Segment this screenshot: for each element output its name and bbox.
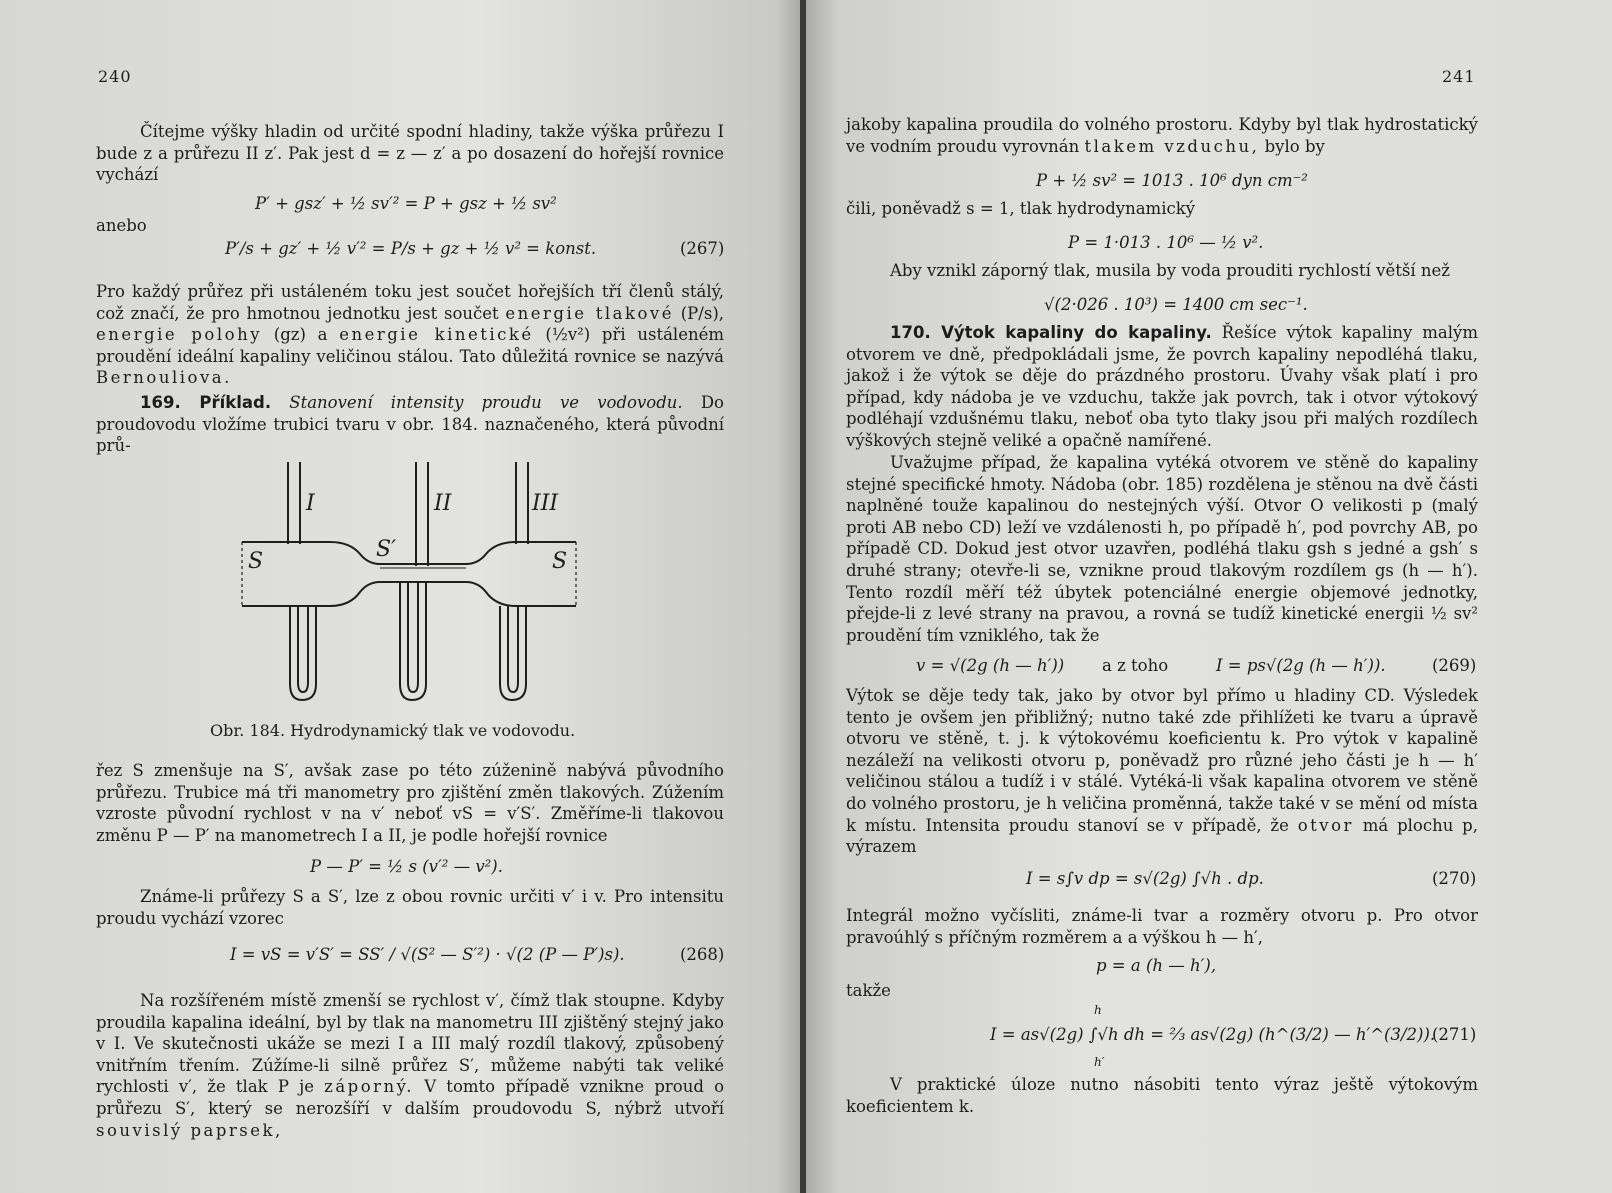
fig-label-S-left: S: [248, 549, 264, 574]
manometer-III-upper: [516, 462, 528, 544]
r-para1-b: bylo by: [1264, 136, 1325, 156]
section-169-text: Do proudovodu vložíme trubici tvaru v obr. 184. naznačeného, která původní prů-: [96, 393, 724, 456]
para2-energy-pressure: energie tlakové: [505, 303, 675, 323]
left-equation-267: P′/s + gz′ + ½ v′² = P/s + gz + ½ v² = konst.: [225, 239, 597, 258]
right-equation-270: I = s∫v dp = s√(2g) ∫√h . dp.: [1026, 869, 1264, 888]
left-page: [0, 0, 800, 1193]
integral-upper-limit: h: [1094, 1003, 1102, 1017]
right-equation-269-I: I = ps√(2g (h — h′)).: [1216, 656, 1386, 675]
equation-number-270: (270): [1432, 869, 1477, 888]
para2-a: Pro každý průřez při ustáleném toku jest součet hořejších tří členů stálý, což značí, že pro hmotnou jednotku jest součet: [96, 282, 724, 323]
r-para1-a: jakoby kapalina proudila do volného prostoru. Kdyby byl tlak hydrostatický ve vodním proudu vyrovnán: [846, 115, 1478, 156]
para2-d: (½v²) při ustáleném proudění ideální kapaliny veličinou stálou. Tato důležitá rovnice se nazývá: [96, 325, 725, 366]
section-169-heading: 169. Příklad.: [140, 393, 272, 412]
right-paragraph-3: Aby vznikl záporný tlak, musila by voda prouditi rychlostí větší než: [890, 261, 1450, 280]
figure-184-manometer-tube: [230, 456, 590, 706]
right-takze: takže: [846, 981, 891, 1000]
left-equation-3: P — P′ = ½ s (v′² — v²).: [310, 857, 503, 876]
section-170-text: Řešíce výtok kapaliny malým otvorem ve dně, předpokládali jsme, že povrch kapaliny nepodléhá tlaku, jakož i že výtok se děje do prázdného prostoru. Úvahy však platí i pro případ, kdy nádoba je ve vzduchu, takže jak povrch, tak i otvor výtokový podléhají vzdušnému tlaku, neboť oba tyto tlaky jsou při malých rozdílech výškových stejně veliké a opačně namířené.: [846, 323, 1479, 450]
section-169-title: Stanovení intensity proudu ve vodovodu.: [289, 393, 683, 412]
right-equation-1: P + ½ sv² = 1013 . 10⁶ dyn cm⁻²: [1036, 171, 1308, 190]
pipe-top-wall: [242, 542, 576, 564]
right-paragraph-6: Integrál možno vyčísliti, známe-li tvar a rozměry otvoru p. Pro otvor pravoúhlý s příčným rozměrem a a výškou h — h′,: [846, 906, 1478, 947]
fig-label-S-prime: S′: [376, 537, 397, 562]
equation-number-269: (269): [1432, 656, 1477, 675]
right-paragraph-1: [846, 114, 1478, 157]
integral-lower-limit: h′: [1094, 1055, 1105, 1069]
right-paragraph-5: [846, 685, 1478, 858]
section-170-heading: 170. Výtok kapaliny do kapaliny.: [890, 323, 1212, 342]
page-number-right: 241: [1442, 67, 1476, 86]
equation-number-267: (267): [680, 239, 725, 258]
left-equation-1: P′ + gsz′ + ½ sv′² = P + gsz + ½ sv²: [255, 194, 557, 213]
right-equation-3: √(2·026 . 10³) = 1400 cm sec⁻¹.: [1044, 295, 1308, 314]
fig-label-II: II: [434, 491, 452, 516]
para2-b: (P/s),: [680, 303, 724, 323]
left-anebo: anebo: [96, 216, 147, 235]
right-equation-2: P = 1·013 . 10⁶ — ½ v².: [1068, 233, 1264, 252]
u-tube-I: [290, 606, 316, 700]
left-paragraph-5: [96, 990, 724, 1141]
r-para1-air-pressure: tlakem vzduchu,: [1084, 136, 1260, 156]
left-paragraph-4: Známe-li průřezy S a S′, lze z obou rovnic určiti v′ i v. Pro intensitu proudu vychází vzorec: [96, 887, 724, 928]
u-tube-III: [500, 606, 526, 700]
right-equation-6: p = a (h — h′),: [1096, 956, 1217, 975]
para5-negative: záporný.: [324, 1077, 415, 1097]
para5-b: V tomto případě vznikne proud o průřezu S′, který se nerozšíří v dalším proudovodu S, nýbrž utvoří: [96, 1077, 725, 1118]
para2-energy-kinetic: energie kinetické: [339, 325, 534, 345]
para5-jet: souvislý paprsek,: [96, 1120, 283, 1140]
page-number-left: 240: [98, 67, 132, 86]
section-169: [96, 392, 724, 457]
fig-label-III: III: [532, 491, 559, 516]
right-equation-269-v: v = √(2g (h — h′)): [916, 656, 1065, 675]
fig-label-I: I: [306, 491, 315, 516]
equation-number-268: (268): [680, 945, 725, 964]
r-para5-opening: otvor: [1297, 815, 1354, 835]
left-paragraph-1: Čítejme výšky hladin od určité spodní hladiny, takže výška průřezu I bude z a průřezu II z′. Pak jest d = z — z′ a po dosazení do hořejší rovnice vychází: [96, 122, 724, 185]
right-page: [806, 0, 1612, 1193]
manometer-I-upper: [288, 462, 300, 544]
r-para5-b: má plochu p, výrazem: [846, 815, 1478, 857]
r-para5-a: Výtok se děje tedy tak, jako by otvor byl přímo u hladiny CD. Výsledek tento je ovšem jen přibližný; nutno také zde přihlížeti ke tvaru a úpravě otvoru ve stěně, t. j. k výtokovému koeficientu k. Pro výtok v kapalině nezáleží na velikosti otvoru p, poněvadž pro různé jeho části je h — h′ veličinou stálou a tudíž i v stálé. Vytéká-li však kapalina otvorem ve stěně do volného prostoru, je h veličina proměnná, takže také v se mění od místa k místu. Intensita proudu stanoví se v případě, že: [846, 686, 1478, 835]
para5-a: Na rozšířeném místě zmenší se rychlost v′, čímž tlak stoupne. Kdyby proudila kapalina ideální, byl by tlak na manometru III zjištěný stejný jako v I. Ve skutečnosti ukáže se mezi I a III malý rozdíl tlakový, způsobený vnitřním třením. Zúžíme-li silně průřez S′, můžeme nabýti tak veliké rychlosti v′, že tlak P je: [96, 991, 724, 1097]
fig-label-S-right: S: [552, 549, 568, 574]
right-paragraph-2: čili, poněvadž s = 1, tlak hydrodynamický: [846, 199, 1196, 218]
right-paragraph-4: Uvažujme případ, že kapalina vytéká otvorem ve stěně do kapaliny stejné specifické hmoty. Nádoba (obr. 185) rozdělena je stěnou na dvě části naplněné touže kapalinou do nestejných výší. Otvor O velikosti p (malý proti AB nebo CD) leží ve vzdálenosti h, po případě h′, pod povrchy AB, po případě CD. Dokud jest otvor uzavřen, podléhá tlaku gsh s jedné a gsh′ s druhé strany; otevře-li se, vznikne proud tlakovým rozdílem gs (h — h′). Tento rozdíl měří též úbytek potenciálné energie objemové jednotky, přejde-li z levé strany na pravou, a rovná se tudíž kinetické energii ½ sv² proudění tím vzniklého, tak že: [846, 453, 1478, 645]
manometer-II-upper: [416, 462, 428, 566]
section-170: [846, 322, 1478, 452]
figure-184-caption: Obr. 184. Hydrodynamický tlak ve vodovodu.: [210, 721, 576, 740]
left-paragraph-3: řez S zmenšuje na S′, avšak zase po této zúženině nabývá původního průřezu. Trubice má tři manometry pro zjištění změn tlakových. Zúžením vzroste původní rychlost v na v′ neboť vS = v′S′. Změříme-li tlakovou změnu P — P′ na manometrech I a II, je podle hořejší rovnice: [96, 761, 724, 845]
right-equation-269-mid: a z toho: [1102, 656, 1169, 675]
left-equation-268: I = vS = v′S′ = SS′ / √(S² — S′²) · √(2 (P — P′)s).: [230, 945, 625, 964]
equation-number-271: (271): [1432, 1025, 1477, 1044]
para2-bernoulli: Bernouliova.: [96, 368, 232, 388]
right-equation-271: I = as√(2g) ∫√h dh = ⅔ as√(2g) (h^(3/2) — h′^(3/2)).: [990, 1025, 1436, 1044]
right-paragraph-7: V praktické úloze nutno násobiti tento výraz ještě výtokovým koeficientem k.: [846, 1075, 1478, 1116]
u-tube-II: [400, 582, 426, 700]
para2-c: (gz) a: [273, 325, 328, 345]
left-paragraph-2: [96, 281, 724, 389]
para2-energy-position: energie polohy: [96, 325, 263, 345]
